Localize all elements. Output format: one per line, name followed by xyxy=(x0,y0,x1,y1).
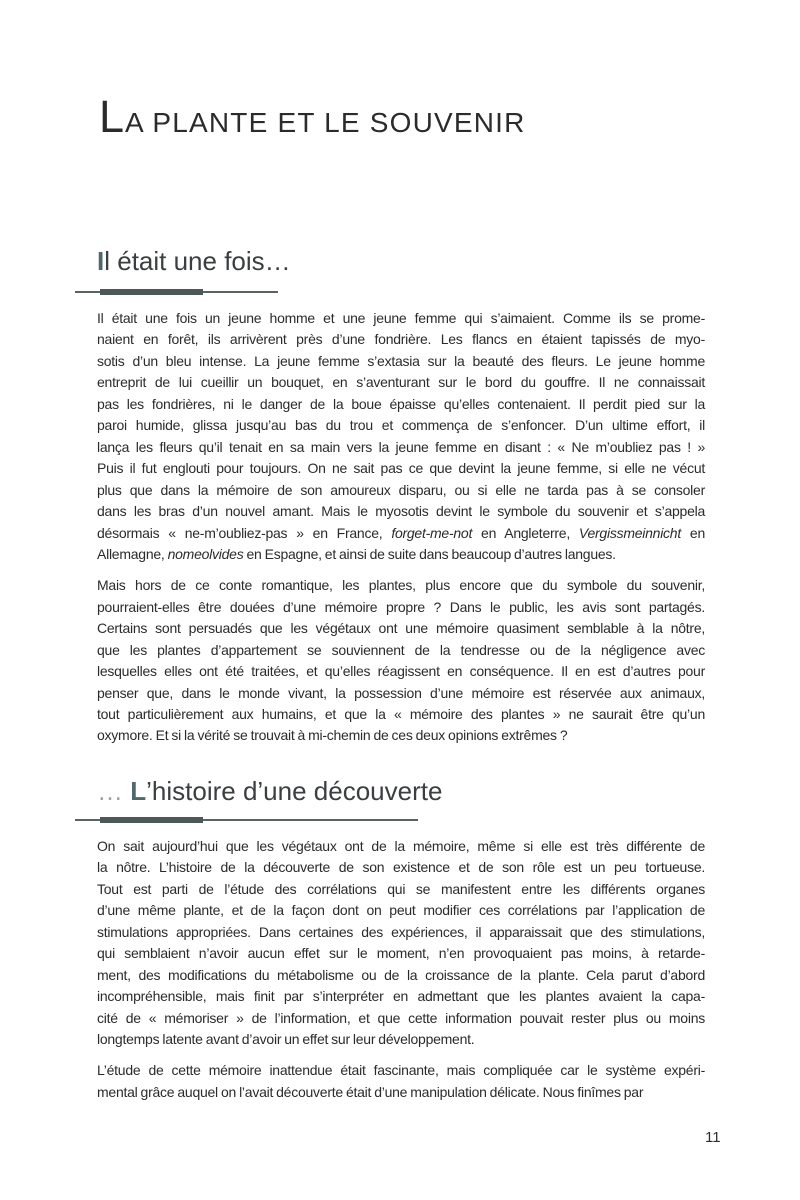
section-body-2 xyxy=(97,836,705,1103)
text-line: lesquelles elles ont été traitées, et qu’elles réagissent en conséquence. Il en est d’autres pour xyxy=(97,663,705,680)
page-number: 11 xyxy=(705,1129,721,1146)
text-line: dans les bras d’un nouvel amant. Mais le myosotis devint le symbole du souvenir et s’appela xyxy=(97,503,705,520)
text-line: lança les fleurs qu’il tenait en sa main vers la jeune femme en disant : « Ne m’oubliez pas ! » xyxy=(97,438,705,455)
chapter-title-rest: A PLANTE ET LE SOUVENIR xyxy=(125,107,526,138)
text-line: oxymore. Et si la vérité se trouvait à mi-chemin de ces deux opinions extrêmes ? xyxy=(97,727,568,744)
paragraph xyxy=(97,308,705,565)
paragraph xyxy=(97,575,705,747)
text-line: penser que, dans le monde vivant, la possession d’une mémoire est réservée aux animaux, xyxy=(97,684,705,701)
text-line: plus que dans la mémoire de son amoureux disparu, ou si elle ne tarda pas à se consoler xyxy=(97,481,705,498)
text-line: entreprit de lui cueillir un bouquet, en s’aventurant sur le bord du gouffre. Il ne connaissait xyxy=(97,374,705,391)
heading-initial: L xyxy=(130,776,147,806)
section-heading-2 xyxy=(97,776,442,807)
text-line: désormais « ne-m’oubliez-pas » en France, forget-me-not en Angleterre, Vergissmeinnicht en xyxy=(97,524,705,541)
rule-accent-bar xyxy=(100,817,203,823)
text-line: que les plantes d’appartement se souviennent de la tendresse ou de la négligence avec xyxy=(97,641,705,658)
section-body-1 xyxy=(97,308,705,747)
section-rule-2 xyxy=(75,817,418,823)
section-heading-1 xyxy=(97,246,291,277)
text-line: On sait aujourd’hui que les végétaux ont de la mémoire, même si elle est très différente de xyxy=(97,838,705,854)
text-line: pourraient-elles être douées d’une mémoire propre ? Dans le public, les avis sont partagés. xyxy=(97,598,705,615)
text-line: Tout est parti de l’étude des corrélations qui se manifestent entre les différents organes xyxy=(97,880,705,897)
text-line: cité de « mémoriser » de l’information, et que cette information pouvait rester plus ou moins xyxy=(97,1009,705,1026)
text-line: Il était une fois un jeune homme et une jeune femme qui s’aimaient. Comme ils se prome- xyxy=(97,310,705,326)
chapter-title xyxy=(99,91,526,142)
text-line: sotis d’un bleu intense. La jeune femme s’extasia sur la beauté des fleurs. Le jeune homme xyxy=(97,352,705,369)
text-line: tout particulièrement aux humains, et que la « mémoire des plantes » ne saurait être qu’un xyxy=(97,705,705,722)
heading-prefix: … xyxy=(97,776,131,806)
text-line: Puis il fut englouti pour toujours. On ne sait pas ce que devint la jeune femme, si elle ne vécut xyxy=(97,460,705,477)
text-line: L’étude de cette mémoire inattendue était fascinante, mais compliquée car le système expéri- xyxy=(97,1062,705,1079)
text-line: la nôtre. L’histoire de la découverte de son existence et de son rôle est un peu tortueuse. xyxy=(97,859,705,876)
text-line: paroi humide, glissa jusqu’au bas du trou et commença de s’enfoncer. D’un ultime effort, il xyxy=(97,417,705,434)
text-line: mental grâce auquel on l’avait découverte était d’une manipulation délicate. Nous finîmes par xyxy=(97,1083,644,1100)
text-line: pas les fondrières, ni le danger de la boue épaisse qu’elles contenaient. Il perdit pied sur la xyxy=(97,395,705,412)
rule-accent-bar xyxy=(100,289,203,295)
text-line: qui semblaient n’avoir aucun effet sur le moment, n’en provoquaient pas moins, à retarde- xyxy=(97,945,705,962)
text-line: incompréhensible, mais finit par s’interpréter en admettant que les plantes avaient la capa- xyxy=(97,988,705,1005)
text-line: d’une même plante, et de la façon dont on peut modifier ces corrélations par l’application de xyxy=(97,902,705,919)
text-line: Allemagne, nomeolvides en Espagne, et ainsi de suite dans beaucoup d’autres langues. xyxy=(97,545,616,562)
section-rule-1 xyxy=(75,289,278,295)
text-line: naient en forêt, ils arrivèrent près d’une fondrière. Les flancs en étaient tapissés de myo- xyxy=(97,331,705,348)
text-line: Mais hors de ce conte romantique, les plantes, plus encore que du symbole du souvenir, xyxy=(97,577,705,594)
paragraph xyxy=(97,1060,705,1103)
paragraph xyxy=(97,836,705,1051)
heading-text: ’histoire d’une découverte xyxy=(146,776,443,806)
heading-text: l était une fois… xyxy=(104,246,291,276)
text-line: longtemps latente avant d’avoir un effet sur leur développement. xyxy=(97,1031,475,1048)
text-line: ment, des modifications du métabolisme ou de la croissance de la plante. Cela parut d’abord xyxy=(97,966,705,983)
heading-initial: I xyxy=(97,246,105,276)
text-line: Certains sont persuadés que les végétaux ont une mémoire quasiment semblable à la nôtre, xyxy=(97,620,705,637)
chapter-title-initial: L xyxy=(99,91,126,142)
text-line: stimulations appropriées. Dans certaines des expériences, il apparaissait que des stimulations, xyxy=(97,923,705,940)
